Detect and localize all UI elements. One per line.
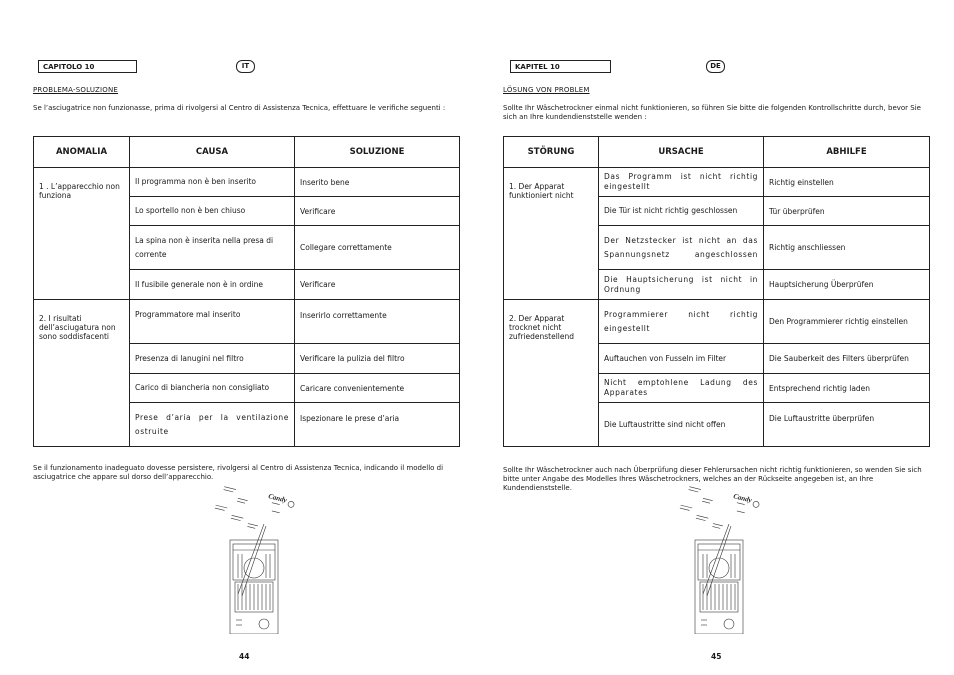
troubleshooting-table <box>503 136 930 447</box>
dryer-rating-plate-figure <box>673 484 761 634</box>
column-header-solution: ABHILFE <box>764 137 930 168</box>
cause-cell: Presenza di lanugini nel filtro <box>130 344 295 374</box>
right-page <box>477 0 954 675</box>
column-header-cause: CAUSA <box>130 137 295 168</box>
section-heading: PROBLEMA-SOLUZIONE <box>33 86 119 94</box>
table-row <box>34 300 460 344</box>
cause-cell: Die Hauptsicherung ist nicht in Ordnung <box>599 270 764 300</box>
solution-cell: Inserito bene <box>295 168 460 197</box>
solution-cell: Tür überprüfen <box>764 197 930 226</box>
table-row <box>34 168 460 197</box>
solution-cell: Verificare <box>295 197 460 226</box>
solution-cell: Die Sauberkeit des Filters überprüfen <box>764 344 930 374</box>
intro-text: Se l’asciugatrice non funzionasse, prima di rivolgersi al Centro di Assistenza Tecnica, effettuare le verifiche seguenti : <box>33 104 446 112</box>
cause-cell: Programmierer nicht richtig eingestellt <box>599 300 764 344</box>
cause-cell: Programmatore mal inserito <box>130 300 295 344</box>
column-header-solution: SOLUZIONE <box>295 137 460 168</box>
solution-cell: Verificare <box>295 270 460 300</box>
troubleshooting-table <box>33 136 460 447</box>
brand-logo: Candy <box>732 492 753 505</box>
solution-cell: Verificare la pulizia del filtro <box>295 344 460 374</box>
cause-cell: Lo sportello non è ben chiuso <box>130 197 295 226</box>
cause-cell: Nicht emptohlene Ladung des Apparates <box>599 374 764 403</box>
cause-cell: Prese d’aria per la ventilazione ostruite <box>130 403 295 447</box>
cause-cell: Die Tür ist nicht richtig geschlossen <box>599 197 764 226</box>
language-badge: DE <box>706 60 725 73</box>
column-header-problem: STÖRUNG <box>504 137 599 168</box>
problem-cell: 2. I risultati dell’asciugatura non sono soddisfacenti <box>34 300 130 447</box>
cause-cell: Auftauchen von Fusseln im Filter <box>599 344 764 374</box>
column-header-cause: URSACHE <box>599 137 764 168</box>
cause-cell: Il programma non è ben inserito <box>130 168 295 197</box>
page-number: 45 <box>711 652 722 661</box>
cause-cell: Il fusibile generale non è in ordine <box>130 270 295 300</box>
brand-logo: Candy <box>267 492 288 505</box>
solution-cell: Richtig anschliessen <box>764 226 930 270</box>
section-heading: LÖSUNG VON PROBLEM <box>503 86 590 94</box>
solution-cell: Den Programmierer richtig einstellen <box>764 300 930 344</box>
intro-text: Sollte Ihr Wäschetrockner einmal nicht funktionieren, so führen Sie bitte die folgenden Kontrollschritte durch, bevor Sie sich an Ihre kundendienststelle wenden : <box>503 104 921 121</box>
solution-cell: Entsprechend richtig laden <box>764 374 930 403</box>
problem-cell: 1. Der Apparat funktioniert nicht <box>504 168 599 300</box>
footer-text: Se il funzionamento inadeguato dovesse persistere, rivolgersi al Centro di Assistenza Tecnica, indicando il modello di asciugatrice che appare sul dorso dell’apparecchio. <box>33 464 444 481</box>
cause-cell: Das Programm ist nicht richtig eingestellt <box>599 168 764 197</box>
solution-cell: Collegare correttamente <box>295 226 460 270</box>
cause-cell: La spina non è inserita nella presa di corrente <box>130 226 295 270</box>
page-number: 44 <box>239 652 250 661</box>
table-header-row <box>504 137 930 168</box>
solution-cell: Hauptsicherung Überprüfen <box>764 270 930 300</box>
column-header-problem: ANOMALIA <box>34 137 130 168</box>
table-header-row <box>34 137 460 168</box>
chapter-label: KAPITEL 10 <box>510 60 611 73</box>
table-row <box>504 300 930 344</box>
problem-cell: 1 . L’apparecchio non funziona <box>34 168 130 300</box>
solution-cell: Die Luftaustritte überprüfen <box>764 403 930 447</box>
dryer-rating-plate-figure <box>208 484 296 634</box>
solution-cell: Inserirlo correttamente <box>295 300 460 344</box>
solution-cell: Caricare convenientemente <box>295 374 460 403</box>
solution-cell: Richtig einstellen <box>764 168 930 197</box>
language-badge: IT <box>236 60 255 73</box>
cause-cell: Der Netzstecker ist nicht an das Spannungsnetz angeschlossen <box>599 226 764 270</box>
cause-cell: Die Luftaustritte sind nicht offen <box>599 403 764 447</box>
table-row <box>504 168 930 197</box>
problem-cell: 2. Der Apparat trocknet nicht zufriedenstellend <box>504 300 599 447</box>
solution-cell: Ispezionare le prese d’aria <box>295 403 460 447</box>
footer-text: Sollte Ihr Wäschetrockner auch nach Überprüfung dieser Fehlerursachen nicht richtig funktionieren, so wenden Sie sich bitte unter Angabe des Modelles Ihres Wäschetrockners, welches an der Rückseite angegeben ist, an Ihre Kundendienststelle. <box>503 466 922 492</box>
cause-cell: Carico di biancheria non consigliato <box>130 374 295 403</box>
chapter-label: CAPITOLO 10 <box>38 60 137 73</box>
